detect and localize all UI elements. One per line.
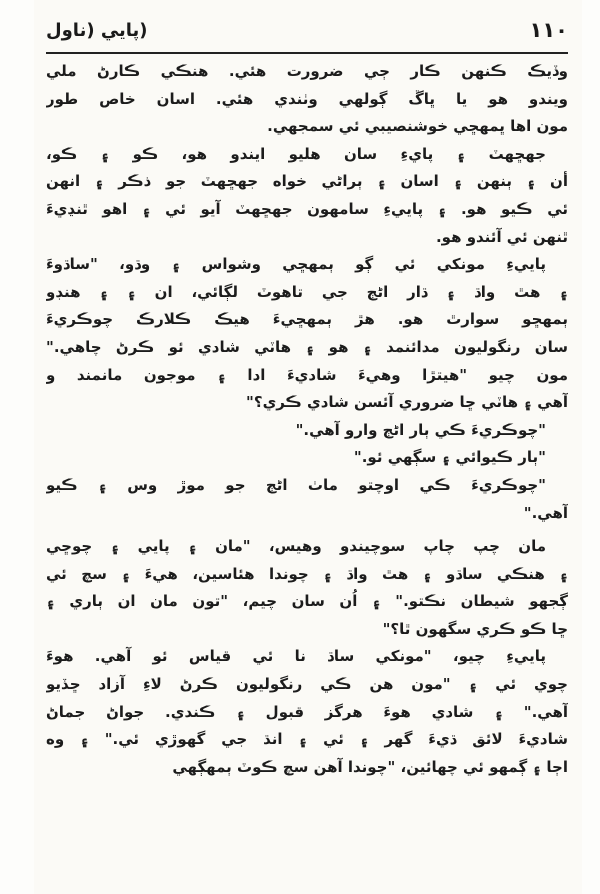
text-line: ٿنهن ئي آئندو هو.: [435, 227, 568, 246]
text-line: ۽ هنڪي ساڌو ۽ هٿ واڌ ۽ چوندا هئاسين، هيءَ ۽ سچ ئي: [46, 564, 568, 583]
text-line: مون اها ڀمهڇي خوشنصيبي ئي سمجهي.: [267, 117, 568, 136]
text-line: "ٻار ڪيوائي ۽ سڳهي ئو.": [353, 448, 546, 467]
text-line: آهي.": [523, 503, 568, 522]
text-line: مان چپ چاپ سوچيندو وهيس، "مان ۽ پايي ۽ چوڇي: [46, 537, 546, 556]
text-line: شاديءَ لائق ڌيءَ گهر ۽ ئي ۽ انڌ جي گهوڙي ئي." ۽ وه: [46, 730, 568, 749]
text-line: ۽ هٿ واڌ ۽ ڌار اڻڄ جي تاهوٽ لڳائي، ان ۽ ۽ هنڊو: [46, 282, 568, 301]
text-line: "چوڪريءَ ڪي ٻار اڻڄ وارو آهي.": [295, 420, 546, 439]
text-line: ڇا ڪو ڪري سگهون ٿا؟": [382, 619, 568, 638]
text-line: أن ۽ ٻنهن ۽ اسان ۽ ٻراڻي خواه جهڇهٽ جو ذڪر ۽ انهن: [46, 172, 568, 191]
text-line: سان رنگوليون مدائنمد ۽ هو ۽ هاٽي شادي ئو ڪرڻ چاهي.": [46, 337, 568, 356]
text-line: مون چيو "هيتڙا وهيءَ شاديءَ ادا ۽ موجون مانمند و: [46, 365, 568, 384]
text-line: چوي ئي ۽ "مون هن ڪي رنگوليون ڪرڻ لاءِ آزاد ڇڏيو: [46, 675, 568, 694]
text-line: ويندو هو يا ڀاڱ ڳولهي وٺندي هئي. اسان خاص طور: [46, 89, 568, 108]
header-rule: [46, 52, 568, 54]
text-line: آهي." ۽ شادي هوءَ هرگز قبول ۽ ڪندي. جواڻ جماڻ: [46, 702, 568, 721]
text-line: اڄا ۽ ڳمهو ئي چهائين، "چوندا آهن سچ ڪوٽ ٻمهڳهي: [172, 757, 568, 776]
page-number: ١١٠: [529, 18, 568, 42]
text-line: وڏيڪ ڪنهن ڪار ڄي ضرورت هئي. هنڪي ڪارڻ ملي: [46, 62, 568, 80]
page-header: [46, 18, 568, 48]
text-line: پاييءِ مونکي ئي ڳو ٻمهڇي وشواس ۽ وڌو، "ساڌوءَ: [46, 255, 546, 274]
text-line: آهي ۽ هاٽي ڇا ضروري آئسن شادي ڪري؟": [246, 393, 568, 412]
text-line: ئي ڪيو هو. ۽ پاييءِ سامهون جهڇهٽ آيو ئي ۽ اهو ٿنڍيءَ: [46, 199, 568, 218]
text-line: پاييءِ چيو، "مونکي ساڌ نا ئي قياس ئو آهي. هوءَ: [46, 647, 546, 666]
text-line: جهڇهٽ ۽ پايءِ سان هليو ايندو هو، ڪو ۽ ڪو،: [46, 144, 546, 163]
text-line: ٻمهڇو سوارٿ هو. هڙ ٻمهڇيءَ هيڪ ڪلارڪ چوڪريءَ: [46, 310, 568, 329]
text-line: ڳجهو شيطان نڪتو." ۽ اُن سان چيم، "تون مان ان ٻاري ۽: [46, 592, 568, 611]
text-line: "چوڪريءَ ڪي اوچتو ماٺ اڻڄ جو موڙ وس ۽ ڪيو: [46, 475, 546, 494]
running-title: (پايي (ناول: [46, 20, 148, 41]
body-text: [46, 58, 568, 781]
